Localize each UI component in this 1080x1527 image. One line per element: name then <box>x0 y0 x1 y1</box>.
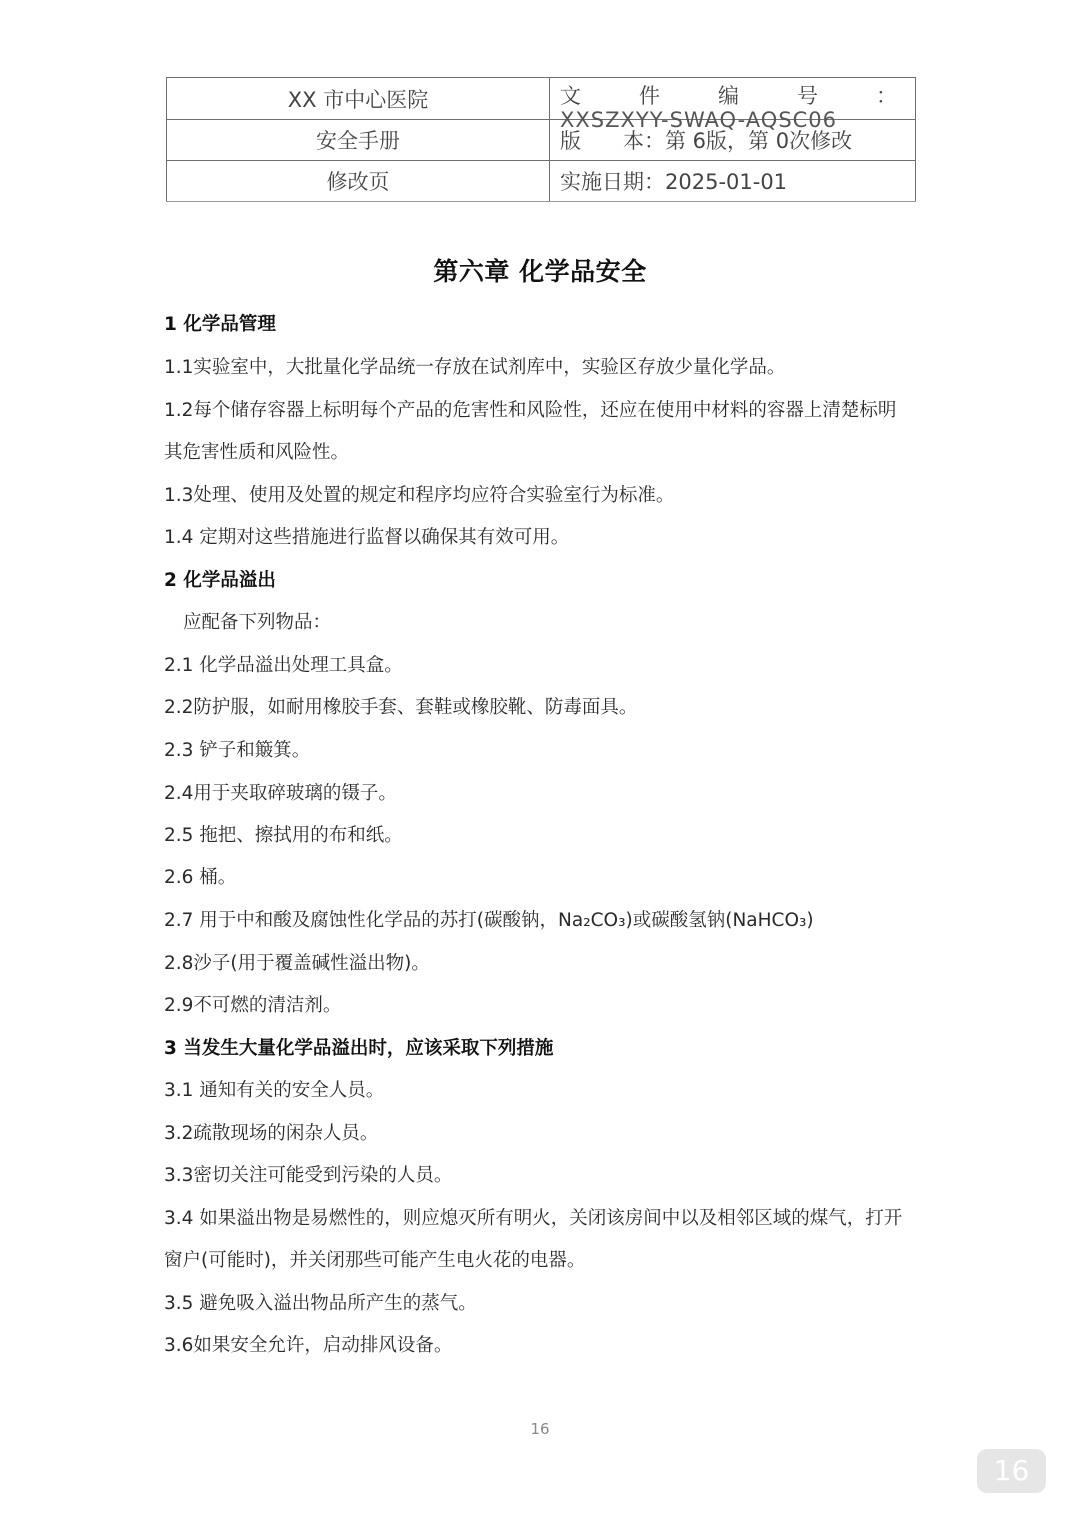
paragraph-2-5: 2.5 拖把、擦拭用的布和纸。 <box>164 825 403 846</box>
doc-number-cell <box>550 78 916 132</box>
version-info: 版 本：第 6版，第 0次修改 <box>550 120 916 161</box>
doc-number-label-text <box>560 80 897 110</box>
section-heading-3: 3 当发生大量化学品溢出时，应该采取下列措施 <box>164 1038 554 1059</box>
manual-name: 安全手册 <box>167 120 550 161</box>
paragraph-3-4: 3.4 如果溢出物是易燃性的，则应熄灭所有明火，关闭该房间中以及相邻区域的煤气，打开 <box>164 1208 903 1229</box>
paragraph-1-3: 1.3处理、使用及处置的规定和程序均应符合实验室行为标准。 <box>164 485 675 506</box>
paragraph-1-1: 1.1实验室中，大批量化学品统一存放在试剂库中，实验区存放少量化学品。 <box>164 357 786 378</box>
paragraph-2-8: 2.8沙子(用于覆盖碱性溢出物)。 <box>164 953 430 974</box>
doc-number-label-char: 件 <box>639 84 660 108</box>
page-indicator-badge: 16 <box>977 1449 1046 1493</box>
paragraph-3-3: 3.3密切关注可能受到污染的人员。 <box>164 1165 453 1186</box>
paragraph-3-5: 3.5 避免吸入溢出物品所产生的蒸气。 <box>164 1293 477 1314</box>
paragraph-3-1: 3.1 通知有关的安全人员。 <box>164 1080 385 1101</box>
paragraph-1-2: 1.2每个储存容器上标明每个产品的危害性和风险性，还应在使用中材料的容器上清楚标明 <box>164 400 897 421</box>
doc-number-label-char: ： <box>876 84 897 108</box>
paragraph-2-6: 2.6 桶。 <box>164 867 237 888</box>
hospital-name: XX 市中心医院 <box>167 78 550 120</box>
paragraph-2-1: 2.1 化学品溢出处理工具盒。 <box>164 655 403 676</box>
page-number: 16 <box>530 1420 550 1438</box>
section-heading-1: 1 化学品管理 <box>164 314 276 335</box>
paragraph-2-7: 2.7 用于中和酸及腐蚀性化学品的苏打(碳酸钠，Na₂CO₃)或碳酸氢钠(NaHCO₃) <box>164 910 814 931</box>
doc-number-label <box>560 80 897 110</box>
doc-number-label-char: 号 <box>797 84 818 108</box>
paragraph-3-6: 3.6如果安全允许，启动排风设备。 <box>164 1335 453 1356</box>
paragraph-1-4: 1.4 定期对这些措施进行监督以确保其有效可用。 <box>164 527 570 548</box>
paragraph-2-3: 2.3 铲子和簸箕。 <box>164 740 311 761</box>
paragraph-3-2: 3.2疏散现场的闲杂人员。 <box>164 1123 379 1144</box>
paragraph-1-2-cont: 其危害性质和风险性。 <box>164 442 350 463</box>
paragraph-2-intro: 应配备下列物品： <box>183 612 332 633</box>
document-header-table <box>166 77 916 202</box>
doc-number-value: XXSZXYY-SWAQ-AQSC06 <box>560 108 838 132</box>
paragraph-2-4: 2.4用于夹取碎玻璃的镊子。 <box>164 783 397 804</box>
chapter-title: 第六章 化学品安全 <box>433 257 647 286</box>
effective-date: 实施日期：2025-01-01 <box>550 161 916 202</box>
page-type: 修改页 <box>167 161 550 202</box>
section-heading-2: 2 化学品溢出 <box>164 570 276 591</box>
paragraph-2-2: 2.2防护服，如耐用橡胶手套、套鞋或橡胶靴、防毒面具。 <box>164 697 638 718</box>
doc-number-label-char: 文 <box>560 84 581 108</box>
paragraph-2-9: 2.9不可燃的清洁剂。 <box>164 995 342 1016</box>
paragraph-3-4-cont: 窗户(可能时)，并关闭那些可能产生电火花的电器。 <box>164 1250 586 1271</box>
doc-number-label-char: 编 <box>718 84 739 108</box>
